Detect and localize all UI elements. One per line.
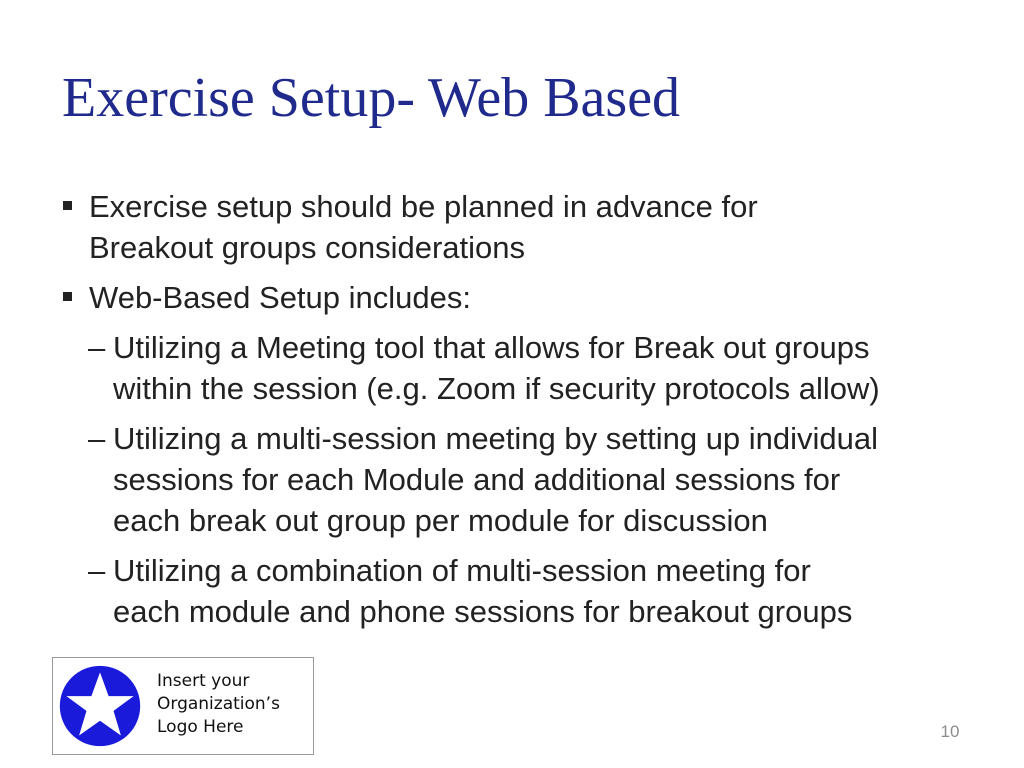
logo-text-line: Organization’s xyxy=(157,694,280,714)
sub-bullet-line: Utilizing a Meeting tool that allows for Break out groups xyxy=(113,330,870,365)
logo-placeholder xyxy=(52,657,314,755)
dash-bullet-icon: – xyxy=(88,330,106,365)
dash-bullet-icon: – xyxy=(88,553,106,588)
sub-bullet-line: Utilizing a combination of multi-session meeting for xyxy=(113,553,811,588)
dash-bullet-icon: – xyxy=(88,421,106,456)
bullet-line: Exercise setup should be planned in advance for xyxy=(89,189,758,224)
bullet-item xyxy=(60,277,980,318)
square-bullet-icon xyxy=(63,292,72,301)
sub-bullet-item xyxy=(60,327,980,409)
square-bullet-icon xyxy=(63,201,72,210)
slide-title: Exercise Setup- Web Based xyxy=(62,67,681,129)
sub-bullet-line: each module and phone sessions for breakout groups xyxy=(113,594,853,629)
bullet-line: Breakout groups considerations xyxy=(89,230,525,265)
slide-body xyxy=(60,186,980,641)
logo-placeholder-text xyxy=(157,670,307,739)
star-in-circle-icon xyxy=(59,665,141,747)
sub-bullet-line: within the session (e.g. Zoom if security protocols allow) xyxy=(113,371,880,406)
page-number: 10 xyxy=(940,722,960,741)
sub-bullet-item xyxy=(60,550,980,632)
sub-bullet-line: sessions for each Module and additional sessions for xyxy=(113,462,841,497)
sub-bullet-item xyxy=(60,418,980,541)
logo-text-line: Insert your xyxy=(157,671,250,691)
sub-bullet-line: Utilizing a multi-session meeting by setting up individual xyxy=(113,421,879,456)
logo-text-line: Logo Here xyxy=(157,717,244,737)
sub-bullet-line: each break out group per module for discussion xyxy=(113,503,768,538)
bullet-item xyxy=(60,186,980,268)
bullet-line: Web-Based Setup includes: xyxy=(89,280,471,315)
